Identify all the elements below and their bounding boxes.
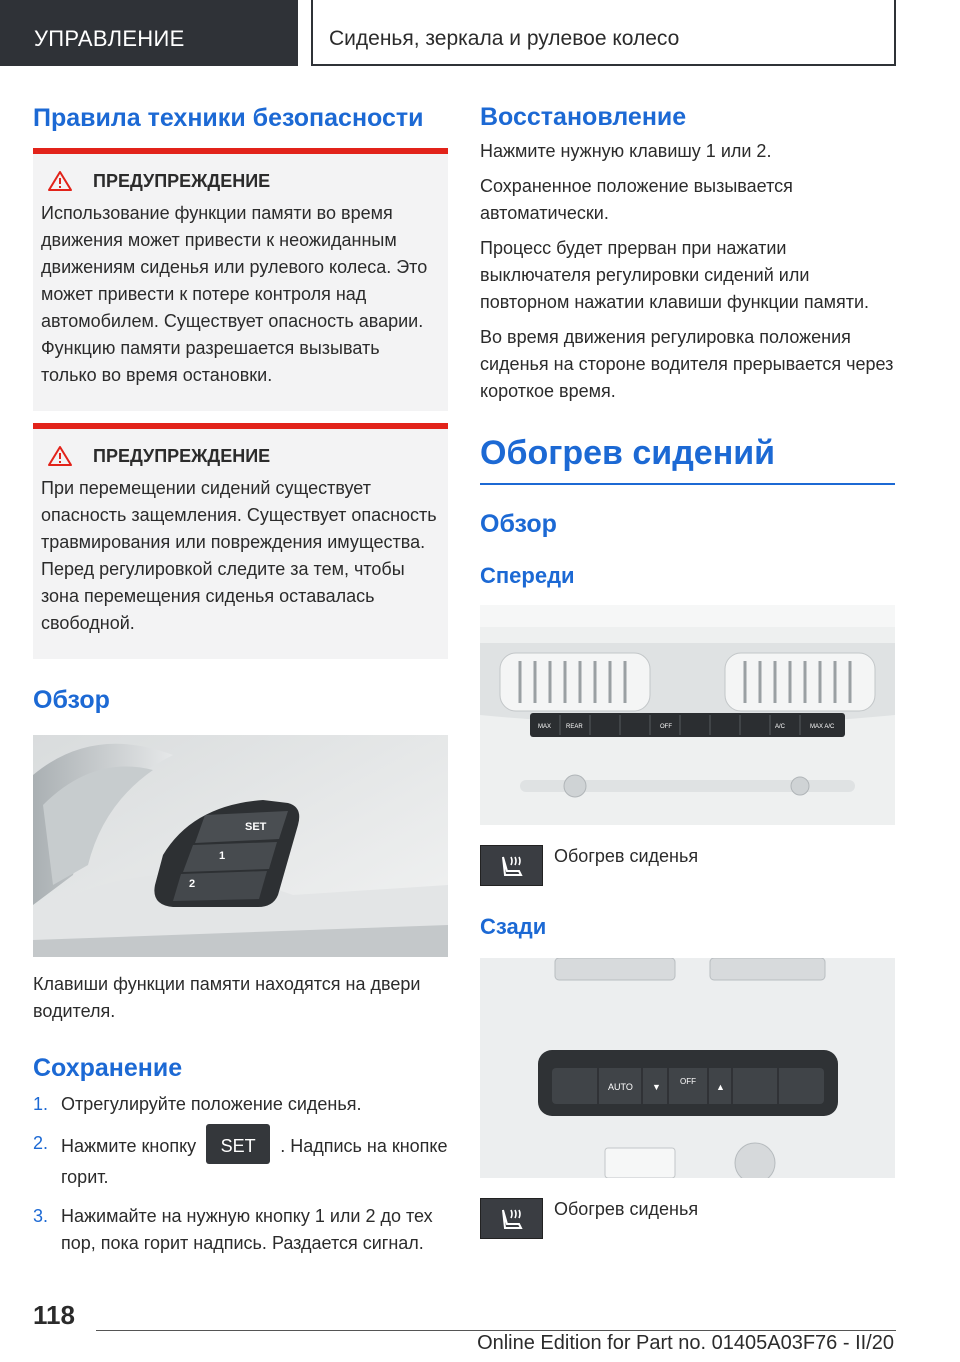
front-panel-label: OFF <box>660 724 672 730</box>
step-item: 3. Нажимайте на нужную кнопку 1 или 2 до тех пор, пока горит надпись. Раздается сигнал. <box>33 1206 433 1253</box>
rear-off-label: OFF <box>680 1077 696 1086</box>
heating-overview-title: Обзор <box>480 510 557 538</box>
save-title: Сохранение <box>33 1054 183 1082</box>
front-seat-heating-key <box>480 845 895 886</box>
safety-title: Правила техники безопасности <box>33 104 424 132</box>
restore-paragraph: Во время движения регулировка положения сиденья на стороне водителя прерывается через короткое время. <box>480 327 894 401</box>
seat-heating-title: Обогрев сидений <box>480 431 895 485</box>
step-item: 2. Нажмите кнопку SET . Надпись на кнопке горит. <box>33 1130 448 1191</box>
rear-climate-panel-photo <box>480 958 895 1178</box>
front-panel-label: REAR <box>566 724 583 730</box>
restore-paragraph: Сохраненное положение вызывается автоматически. <box>480 176 793 223</box>
page-header <box>0 0 960 66</box>
front-title: Спереди <box>480 563 575 588</box>
warning-box-2 <box>33 423 448 659</box>
warning-text: При перемещении сидений существует опасность защемления. Существует опасность травмирования или повреждения имущества. Перед регулировкой следите за тем, чтобы зона перемещения сиденья оставалась свободной. <box>41 478 437 633</box>
memory-key-2-label: 2 <box>189 878 196 890</box>
warning-triangle-icon <box>47 170 73 192</box>
door-panel-illustration <box>33 735 448 957</box>
arrow-up-icon: ▲ <box>716 1082 725 1092</box>
step-item: 1. Отрегулируйте положение сиденья. <box>33 1094 362 1114</box>
restore-paragraph: Нажмите нужную клавишу 1 или 2. <box>480 141 772 161</box>
memory-key-1-label: 1 <box>219 850 226 862</box>
rear-auto-label: AUTO <box>608 1082 633 1092</box>
left-column <box>33 100 448 1269</box>
rear-title: Сзади <box>480 914 547 939</box>
front-panel-label: MAX A/C <box>810 724 835 730</box>
rear-seat-heating-key <box>480 1198 895 1239</box>
rear-key-caption: Обогрев сиденья <box>554 1199 699 1219</box>
warning-triangle-icon <box>47 445 73 467</box>
section-tab: УПРАВЛЕНИЕ <box>0 0 298 66</box>
front-climate-panel-photo <box>480 605 895 825</box>
front-key-caption: Обогрев сиденья <box>554 846 699 866</box>
warning-label: ПРЕДУПРЕЖДЕНИЕ <box>93 445 271 466</box>
save-steps <box>33 1091 448 1257</box>
warning-text: Использование функции памяти во время движения может привести к неожиданным движениям сиденья или рулевого колеса. Это может привести к потере контроля над автомобилем. Существует опасность аварии. Функцию памяти разрешается вызывать только во время остановки. <box>41 203 428 385</box>
memory-buttons-photo <box>33 735 448 957</box>
right-column <box>480 100 895 1239</box>
front-panel-label: A/C <box>775 724 786 730</box>
footer-divider <box>96 1330 896 1331</box>
seat-heating-icon <box>480 845 543 886</box>
overview-title: Обзор <box>33 686 110 714</box>
seat-heating-icon <box>480 1198 543 1239</box>
set-button-icon: SET <box>206 1124 270 1164</box>
restore-title: Восстановление <box>480 103 687 131</box>
warning-box-1 <box>33 148 448 411</box>
warning-label: ПРЕДУПРЕЖДЕНИЕ <box>93 170 271 191</box>
page-number: 118 <box>33 1300 75 1330</box>
set-key-label: SET <box>245 821 267 833</box>
chapter-title: Сиденья, зеркала и рулевое колесо <box>311 0 896 66</box>
arrow-down-icon: ▼ <box>652 1082 661 1092</box>
edition-note: Online Edition for Part no. 01405A03F76 - II/20 <box>477 1332 894 1354</box>
photo-caption: Клавиши функции памяти находятся на двери водителя. <box>33 974 421 1021</box>
front-panel-label: MAX <box>538 724 552 730</box>
restore-paragraph: Процесс будет прерван при нажатии выключателя регулировки сидений или повторном нажатии клавиши функции памяти. <box>480 238 870 312</box>
